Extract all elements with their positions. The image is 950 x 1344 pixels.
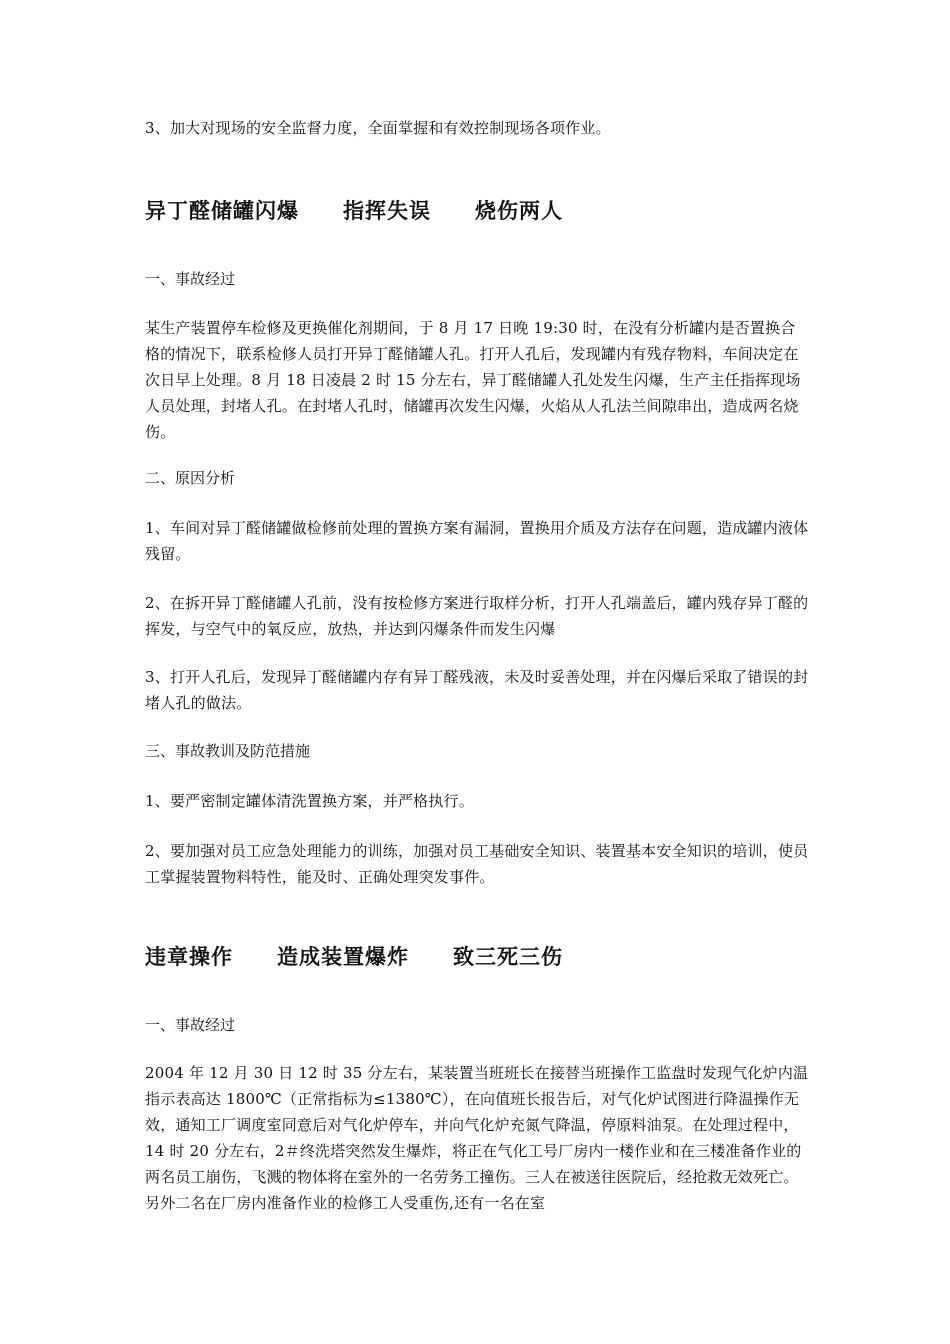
case1-section-lessons: 三、事故教训及防范措施 bbox=[145, 742, 311, 760]
case1-cause-1: 1、车间对异丁醛储罐做检修前处理的置换方案有漏洞，置换用介质及方法存在问题，造成罐内液体残留。 bbox=[145, 519, 809, 563]
case1-process-paragraph: 某生产装置停车检修及更换催化剂期间，于 8 月 17 日晚 19:30 时，在没有分析罐内是否置换合格的情况下，联系检修人员打开异丁醛储罐人孔。打开人孔后，发现罐内有残存物料，车间决定在次日早上处理。8 月 18 日凌晨 2 时 15 分左右，异丁醛储罐人孔处发生闪爆，生产主任指挥现场人员处理，封堵人孔。在封堵人孔时，储罐再次发生闪爆，火焰从人孔法兰间隙串出，造成两名烧伤。 bbox=[145, 319, 801, 441]
case1-section-process: 一、事故经过 bbox=[145, 270, 236, 288]
case1-section-cause: 二、原因分析 bbox=[145, 469, 236, 487]
case1-cause-3: 3、打开人孔后，发现异丁醛储罐内存有异丁醛残液，未及时妥善处理，并在闪爆后采取了错误的封堵人孔的做法。 bbox=[145, 668, 809, 712]
paragraph-intro-3: 3、加大对现场的安全监督力度，全面掌握和有效控制现场各项作业。 bbox=[145, 119, 611, 137]
case2-title: 违章操作 造成装置爆炸 致三死三伤 bbox=[145, 944, 563, 969]
case1-measure-2: 2、要加强对员工应急处理能力的训练，加强对员工基础安全知识、装置基本安全知识的培训，使员工掌握装置物料特性，能及时、正确处理突发事件。 bbox=[145, 842, 809, 886]
case1-measure-1: 1、要严密制定罐体清洗置换方案，并严格执行。 bbox=[145, 792, 474, 810]
case2-process-paragraph: 2004 年 12 月 30 日 12 时 35 分左右，某装置当班班长在接替当班操作工监盘时发现气化炉内温指示表高达 1800℃（正常指标为≤1380℃），在向值班长报告后，对气化炉试图进行降温操作无效，通知工厂调度室同意后对气化炉停车，并向气化炉充氮气降温，停原料油泵。在处理过程中，14 时 20 分左右，2＃终洗塔突然发生爆炸，将正在气化工号厂房内一楼作业和在三楼准备作业的两名员工崩伤，飞溅的物体将在室外的一名劳务工撞伤。三人在被送往医院后，经抢救无效死亡。另外二名在厂房内准备作业的检修工人受重伤,还有一名在室 bbox=[145, 1064, 809, 1212]
case1-title: 异丁醛储罐闪爆 指挥失误 烧伤两人 bbox=[145, 198, 563, 223]
case2-section-process: 一、事故经过 bbox=[145, 1016, 236, 1034]
case1-cause-2: 2、在拆开异丁醛储罐人孔前，没有按检修方案进行取样分析，打开人孔端盖后，罐内残存异丁醛的挥发，与空气中的氧反应，放热，并达到闪爆条件而发生闪爆 bbox=[145, 594, 809, 638]
